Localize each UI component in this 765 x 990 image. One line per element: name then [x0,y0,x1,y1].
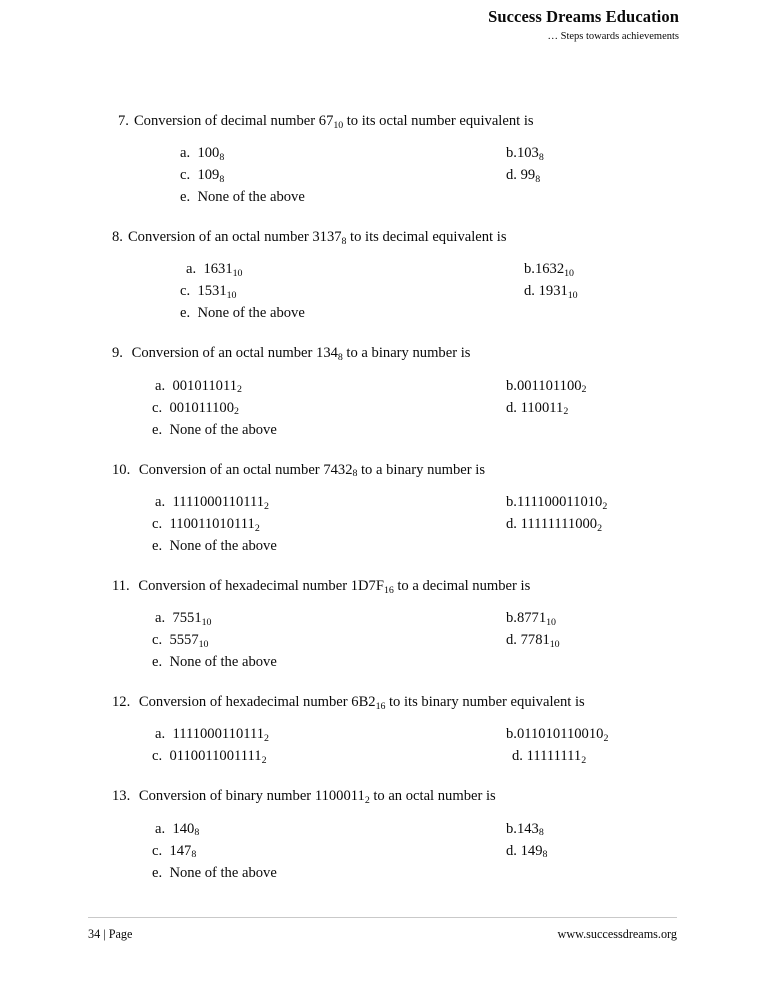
option-b[interactable] [506,142,544,164]
option-b-subscript: 8 [538,152,544,163]
option-b[interactable] [524,258,574,280]
question-10 [0,461,765,557]
option-b[interactable] [506,818,544,840]
option-row-cd [0,629,765,651]
option-b[interactable] [506,375,586,397]
option-a[interactable] [155,491,269,513]
question-13 [0,787,765,883]
option-b-label: b. [524,261,535,278]
option-e-value: None of the above [169,421,277,438]
stem-value-subscript: 8 [337,352,343,364]
option-a-value: 001011011 [172,377,238,394]
option-b[interactable] [506,491,607,513]
stem-text-prefix: Conversion of an octal number [138,461,324,478]
option-e[interactable] [152,651,277,673]
option-a[interactable] [155,723,269,745]
option-b-value: 011010110010 [516,726,604,743]
stem-value: 6B2 [351,694,376,711]
option-c-subscript: 2 [261,755,267,767]
option-row-ab [0,491,765,513]
option-e-label: e. [180,305,191,322]
option-row-e [0,302,765,324]
option-d-subscript: 2 [563,406,569,418]
option-d[interactable] [506,629,560,651]
option-e[interactable] [180,186,305,208]
question-number: 13. [112,788,131,805]
option-a-value: 1111000110111 [172,493,265,510]
option-c-subscript: 10 [226,290,237,302]
option-c-subscript: 8 [219,174,225,185]
option-d-label: d. [506,842,517,859]
option-d-subscript: 8 [535,174,541,185]
question-stem [112,693,765,711]
option-a-value: 140 [172,820,195,837]
option-c-value: 147 [169,842,192,859]
option-a-subscript: 2 [237,384,242,396]
option-c-subscript: 2 [254,522,260,534]
option-b-label: b. [506,493,517,510]
option-d[interactable] [506,397,568,419]
option-e-value: None of the above [169,654,277,671]
option-e[interactable] [152,862,277,884]
option-c-subscript: 10 [198,638,209,650]
option-d[interactable] [506,840,547,862]
page-number-label: 34 | Page [88,927,133,941]
stem-value-subscript: 16 [383,584,394,596]
option-d-label: d. [524,283,535,300]
stem-value-subscript: 2 [364,795,370,807]
option-b-label: b. [506,610,517,627]
option-e-label: e. [152,654,163,671]
option-d-subscript: 2 [597,522,602,534]
option-d-value: 110011 [520,399,564,416]
question-stem [118,112,765,130]
option-b-label: b. [506,145,517,162]
option-c[interactable] [180,164,224,186]
option-c-label: c. [152,515,163,532]
option-e[interactable] [180,302,305,324]
question-number: 10. [112,461,131,478]
option-e-label: e. [152,421,163,438]
option-e-label: e. [180,189,191,206]
option-a-subscript: 2 [264,500,269,512]
option-c-value: 001011100 [169,399,235,416]
option-c-value: 110011010111 [169,515,255,532]
option-b-value: 8771 [516,610,547,627]
stem-text-prefix: Conversion of binary number [138,788,315,805]
option-c[interactable] [152,629,208,651]
option-e-value: None of the above [169,537,277,554]
option-b-subscript: 2 [581,384,587,396]
stem-text-suffix: to an octal number is [369,788,496,805]
option-d[interactable] [506,164,540,186]
option-a-label: a. [155,610,166,627]
option-d-value: 7781 [520,632,550,649]
stem-value-subscript: 16 [375,700,386,712]
option-e[interactable] [152,419,277,441]
stem-value: 7432 [323,461,353,478]
footer-divider [88,917,677,918]
stem-value: 1100011 [314,788,365,805]
option-d-value: 99 [520,167,536,184]
option-c-subscript: 2 [234,406,239,418]
option-d-label: d. [506,632,517,649]
option-a-label: a. [155,726,166,743]
question-stem [112,344,765,362]
stem-value-subscript: 8 [341,236,347,247]
option-a-subscript: 2 [264,733,269,745]
option-c-value: 0110011001111 [169,748,262,765]
option-c-value: 109 [197,167,220,184]
option-b-value: 103 [516,145,539,162]
question-number: 9. [112,345,123,362]
option-a-label: a. [155,493,166,510]
question-number: 12. [112,694,131,711]
option-row-ab [0,375,765,397]
option-e-value: None of the above [169,864,277,881]
option-d-value: 149 [520,842,543,859]
option-a[interactable] [186,258,242,280]
option-row-e [0,651,765,673]
question-8 [0,228,765,324]
option-c-subscript: 8 [191,849,197,861]
option-c[interactable] [152,840,196,862]
option-b-subscript: 8 [538,827,544,839]
option-row-cd [0,840,765,862]
option-a-value: 7551 [172,610,202,627]
option-b-label: b. [506,820,517,837]
question-list [0,112,765,884]
question-stem [112,461,765,479]
option-d-label: d. [506,167,517,184]
option-a[interactable] [155,818,199,840]
option-a[interactable] [180,142,224,164]
option-b-label: b. [506,726,517,743]
option-a-label: a. [155,820,166,837]
option-b-value: 1632 [534,261,565,278]
option-a-label: a. [186,261,197,278]
option-e-label: e. [152,537,163,554]
option-d-subscript: 8 [542,849,548,861]
option-c-label: c. [180,283,191,300]
stem-text-prefix: Conversion of hexadecimal number [138,694,352,711]
option-row-ab [0,723,765,745]
question-stem [112,577,765,595]
stem-value: 67 [318,113,334,129]
option-row-cd [0,397,765,419]
option-row-ab [0,607,765,629]
option-b[interactable] [506,723,608,745]
question-11 [0,577,765,673]
option-c-label: c. [152,399,163,416]
stem-value-subscript: 10 [333,119,344,131]
option-c-label: c. [180,167,191,184]
option-d-value: 11111111 [526,748,582,765]
stem-value: 3137 [312,229,342,246]
option-d[interactable] [512,745,586,767]
option-d-label: d. [506,515,517,532]
option-c-value: 1531 [197,283,227,300]
option-a-label: a. [155,377,166,394]
option-c-value: 5557 [169,632,199,649]
option-a-subscript: 8 [194,827,200,839]
option-a[interactable] [155,607,211,629]
question-number: 7. [118,113,129,129]
option-d[interactable] [506,513,602,535]
stem-text-suffix: to its octal number equivalent is [343,113,534,129]
stem-text-suffix: to its decimal equivalent is [346,229,507,246]
stem-value-subscript: 8 [352,468,358,480]
option-a-value: 1111000110111 [172,726,265,743]
option-row-ab [0,258,765,280]
option-a-subscript: 8 [219,152,225,163]
question-12 [0,693,765,767]
option-c[interactable] [180,280,236,302]
option-a-subscript: 10 [201,616,212,628]
option-c-label: c. [152,842,163,859]
option-e[interactable] [152,535,277,557]
option-d[interactable] [524,280,578,302]
question-9 [0,344,765,440]
option-b-value: 111100011010 [516,493,603,510]
option-row-cd [0,745,765,767]
option-c[interactable] [152,513,260,535]
option-d-subscript: 2 [581,755,587,767]
question-7 [0,112,765,208]
option-a-label: a. [180,145,191,162]
option-b-label: b. [506,377,517,394]
option-c-label: c. [152,748,163,765]
option-row-cd [0,164,765,186]
option-b-value: 143 [516,820,539,837]
website-url: www.successdreams.org [557,927,677,941]
option-row-e [0,862,765,884]
option-c-label: c. [152,632,163,649]
option-a-value: 1631 [203,261,233,278]
option-d-subscript: 10 [567,290,578,302]
option-c[interactable] [152,745,266,767]
option-e-label: e. [152,864,163,881]
organization-tagline: … Steps towards achievements [547,30,679,42]
option-b-value: 001101100 [516,377,582,394]
option-d-value: 11111111000 [520,515,598,532]
page-footer [88,917,677,942]
option-d-label: d. [512,748,523,765]
option-d-label: d. [506,399,517,416]
option-row-e [0,186,765,208]
option-row-ab [0,142,765,164]
option-e-value: None of the above [197,305,305,322]
stem-text-prefix: Conversion of hexadecimal number [138,577,351,594]
option-b[interactable] [506,607,556,629]
option-row-cd [0,513,765,535]
question-number: 11. [112,577,130,594]
question-stem [112,787,765,805]
stem-value: 1D7F [350,577,384,594]
page-header [259,8,679,44]
stem-text-suffix: to a binary number is [342,345,471,362]
option-d-subscript: 10 [549,638,560,650]
option-row-cd [0,280,765,302]
option-a[interactable] [155,375,242,397]
stem-text-suffix: to a decimal number is [393,577,531,594]
option-b-subscript: 10 [564,268,574,280]
organization-title: Success Dreams Education [488,7,679,26]
stem-value: 134 [316,345,338,362]
option-b-subscript: 10 [546,616,556,628]
option-b-subscript: 2 [603,733,609,745]
option-c[interactable] [152,397,239,419]
option-row-e [0,535,765,557]
option-a-value: 100 [197,145,220,162]
stem-text-prefix: Conversion of an octal number [127,229,313,246]
question-stem [112,228,765,246]
option-e-value: None of the above [197,189,305,206]
option-row-ab [0,818,765,840]
stem-text-suffix: to its binary number equivalent is [385,694,585,711]
option-b-subscript: 2 [602,500,608,512]
option-d-value: 1931 [538,283,568,300]
option-row-e [0,419,765,441]
option-a-subscript: 10 [232,268,243,280]
question-number: 8. [112,229,123,246]
stem-text-suffix: to a binary number is [357,461,486,478]
stem-text-prefix: Conversion of an octal number [131,345,317,362]
stem-text-prefix: Conversion of decimal number [133,113,319,129]
